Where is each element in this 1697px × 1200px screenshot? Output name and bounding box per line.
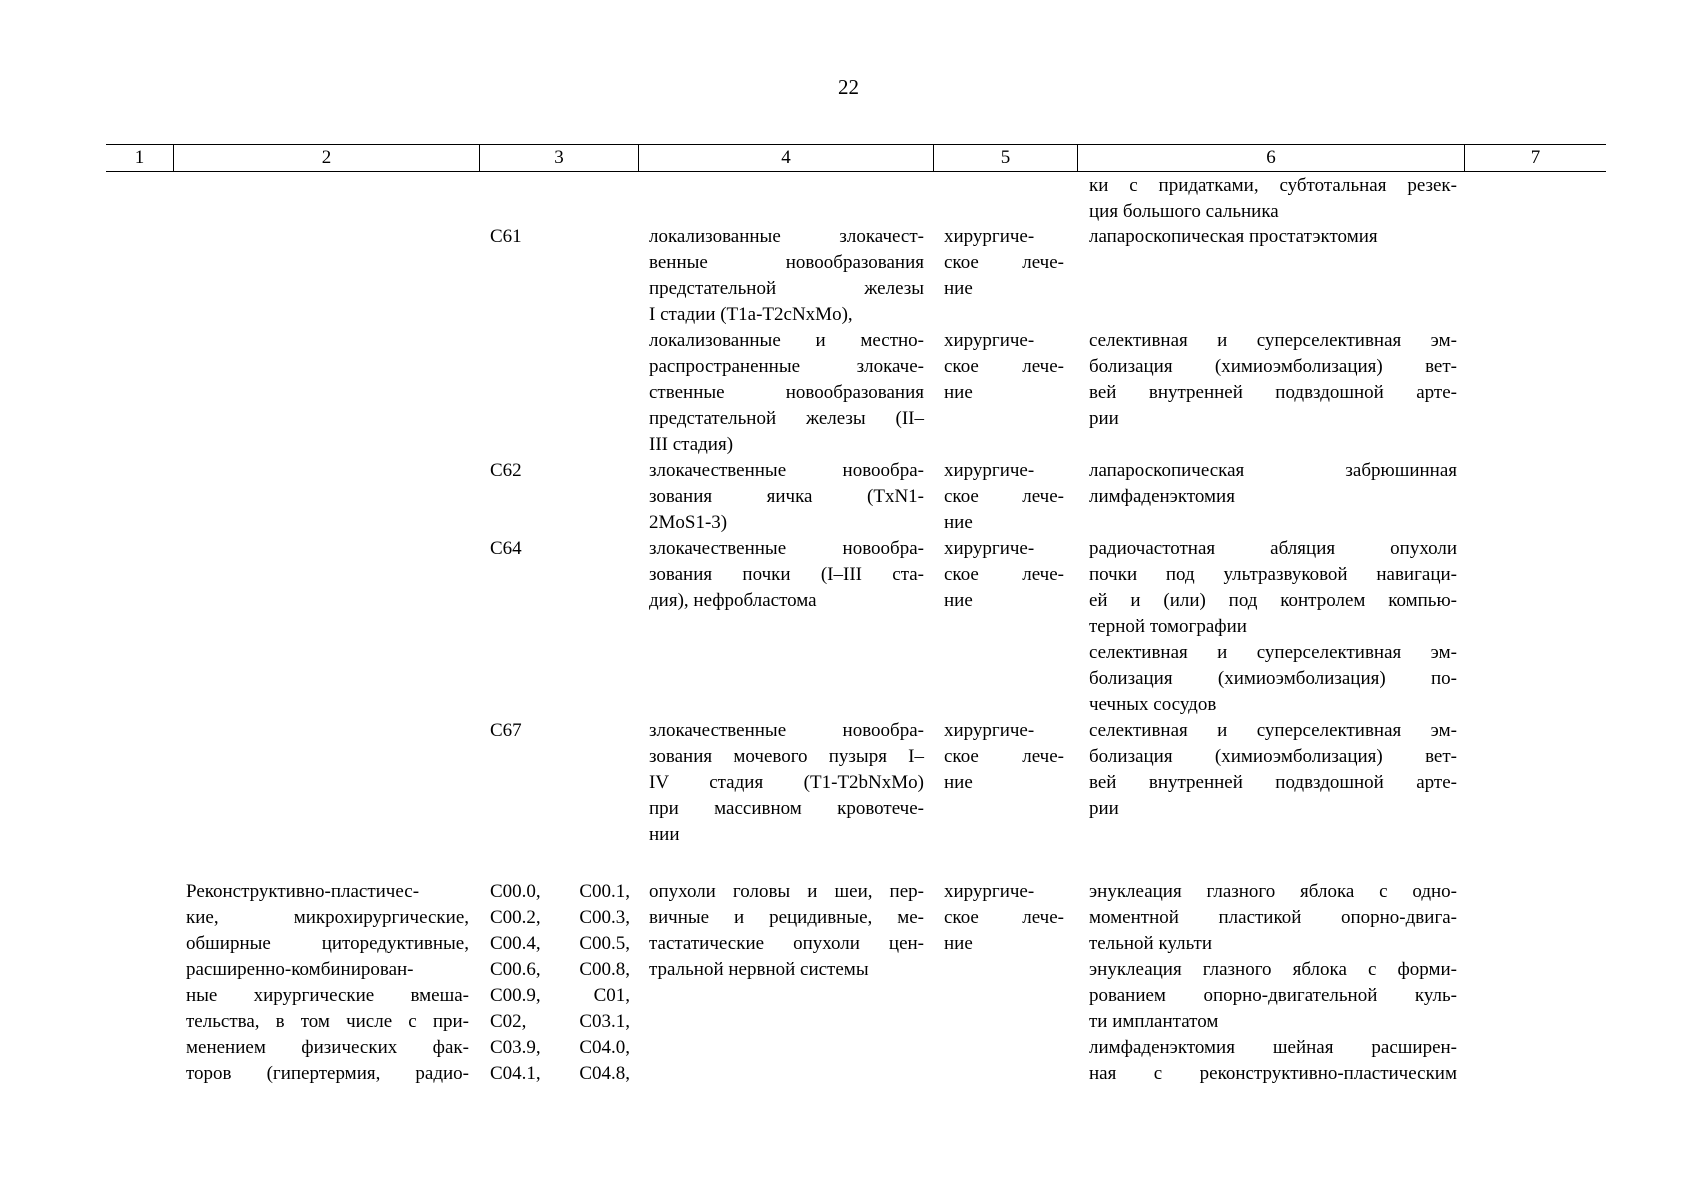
icd-code: C67 [490, 720, 522, 741]
text-line: ние [944, 512, 973, 533]
treatment-method-cell [1089, 879, 1457, 1087]
text-line: при массивном кровотече- [649, 798, 924, 819]
treatment-method-cell [1089, 458, 1457, 510]
text-line: ти имплантатом [1089, 1011, 1219, 1032]
text-line: селективная и суперселективная эм- [1089, 720, 1457, 741]
icd-code: C03.1, [579, 1011, 630, 1032]
text-line: почки под ультразвуковой навигаци- [1089, 564, 1457, 585]
text-line: злокачественные новообра- [649, 538, 924, 559]
treatment-type-cell [944, 328, 1064, 406]
icd-code: C01, [593, 985, 630, 1006]
icd-code-pair [490, 931, 640, 957]
text-line: ское лече- [944, 907, 1064, 928]
treatment-type-cell [944, 458, 1064, 536]
text-line: ское лече- [944, 486, 1064, 507]
text-line: лапароскопическая забрюшинная [1089, 460, 1457, 481]
text-line: тельной культи [1089, 933, 1212, 954]
text-line: ское лече- [944, 356, 1064, 377]
text-line: зования яичка (TxN1- [649, 486, 924, 507]
text-line: вичные и рецидивные, ме- [649, 907, 924, 928]
icd-code-cell [490, 879, 640, 1087]
icd-code: C64 [490, 538, 522, 559]
text-line: хирургиче- [944, 460, 1035, 481]
text-line: моментной пластикой опорно-двига- [1089, 907, 1457, 928]
text-line: IV стадия (T1-T2bNxMo) [649, 772, 924, 793]
icd-code-cell [490, 458, 640, 484]
page-number: 22 [838, 75, 859, 99]
text-line: тастатические опухоли цен- [649, 933, 924, 954]
column-number-3: 3 [554, 147, 564, 168]
treatment-method-cell [1089, 718, 1457, 822]
icd-code-pair [490, 1009, 640, 1035]
icd-code-cell [490, 536, 640, 562]
treatment-method-cell [1089, 328, 1457, 432]
icd-code: C00.0, [490, 881, 541, 902]
text-line: чечных сосудов [1089, 694, 1217, 715]
diagnosis-cell [649, 536, 924, 614]
text-line: ское лече- [944, 564, 1064, 585]
text-line: лимфаденэктомия [1089, 486, 1235, 507]
text-line: локализованные и местно- [649, 330, 924, 351]
text-line: тельства, в том числе с при- [186, 1011, 469, 1032]
text-line: ственные новообразования [649, 382, 924, 403]
column-number-1: 1 [134, 147, 145, 168]
text-line: расширенно-комбинирован- [186, 959, 414, 980]
icd-code: C00.5, [579, 933, 630, 954]
text-line: селективная и суперселективная эм- [1089, 642, 1457, 663]
text-line: болизация (химиоэмболизация) по- [1089, 668, 1457, 689]
treatment-method-cell [1089, 224, 1457, 250]
care-type-cell [186, 879, 469, 1087]
text-line: злокачественные новообра- [649, 460, 924, 481]
text-line: ки с придатками, субтотальная резек- [1089, 175, 1457, 196]
text-line: злокачественные новообра- [649, 720, 924, 741]
icd-code-pair [490, 983, 640, 1009]
text-line: Реконструктивно-пластичес- [186, 881, 420, 902]
text-line: ей и (или) под контролем компью- [1089, 590, 1457, 611]
text-line: ция большого сальника [1089, 201, 1279, 222]
icd-code: C00.8, [579, 959, 630, 980]
treatment-type-cell [944, 879, 1064, 957]
text-line: хирургиче- [944, 330, 1035, 351]
text-line: хирургиче- [944, 538, 1035, 559]
text-line: I стадии (T1a-T2cNxMo), [649, 304, 853, 325]
text-line: энуклеация глазного яблока с одно- [1089, 881, 1457, 902]
icd-code: C00.3, [579, 907, 630, 928]
text-line: 2MoS1-3) [649, 512, 728, 533]
text-line: предстательной железы (II– [649, 408, 924, 429]
icd-code: C00.9, [490, 985, 541, 1006]
text-line: локализованные злокачест- [649, 226, 924, 247]
text-line: ная с реконструктивно-пластическим [1089, 1063, 1457, 1084]
text-line: ние [944, 590, 973, 611]
column-number-7: 7 [1530, 147, 1541, 168]
icd-code: C03.9, [490, 1037, 541, 1058]
text-line: лимфаденэктомия шейная расширен- [1089, 1037, 1457, 1058]
text-line: ние [944, 278, 973, 299]
text-line: торов (гипертермия, радио- [186, 1063, 469, 1084]
icd-code: C00.6, [490, 959, 541, 980]
text-line: селективная и суперселективная эм- [1089, 330, 1457, 351]
text-line: хирургиче- [944, 881, 1035, 902]
text-line: хирургиче- [944, 720, 1035, 741]
icd-code-pair [490, 1035, 640, 1061]
text-line: кие, микрохирургические, [186, 907, 469, 928]
text-line: болизация (химиоэмболизация) вет- [1089, 746, 1457, 767]
diagnosis-cell [649, 879, 924, 983]
text-line: зования почки (I–III ста- [649, 564, 924, 585]
text-line: лапароскопическая простатэктомия [1089, 226, 1378, 247]
icd-code: C04.8, [579, 1063, 630, 1084]
text-line: хирургиче- [944, 226, 1035, 247]
treatment-type-cell [944, 224, 1064, 302]
icd-code-cell [490, 224, 640, 250]
icd-code: C00.2, [490, 907, 541, 928]
text-line: ние [944, 772, 973, 793]
icd-code: C02, [490, 1011, 527, 1032]
treatment-method-cell [1089, 536, 1457, 718]
text-line: болизация (химиоэмболизация) вет- [1089, 356, 1457, 377]
text-line: ское лече- [944, 252, 1064, 273]
text-line: терной томографии [1089, 616, 1247, 637]
diagnosis-cell [649, 458, 924, 536]
text-line: ское лече- [944, 746, 1064, 767]
text-line: нии [649, 824, 680, 845]
text-line: вей внутренней подвздошной арте- [1089, 772, 1457, 793]
icd-code: C61 [490, 226, 522, 247]
column-number-2: 2 [321, 147, 332, 168]
diagnosis-cell [649, 224, 924, 328]
text-line: энуклеация глазного яблока с форми- [1089, 959, 1457, 980]
icd-code: C00.1, [579, 881, 630, 902]
icd-code: C04.0, [579, 1037, 630, 1058]
column-number-5: 5 [1000, 147, 1011, 168]
icd-code-cell [490, 718, 640, 744]
text-line: тральной нервной системы [649, 959, 869, 980]
text-line: предстательной железы [649, 278, 924, 299]
text-line: ние [944, 382, 973, 403]
text-line: рии [1089, 798, 1119, 819]
icd-code-pair [490, 905, 640, 931]
icd-code: C04.1, [490, 1063, 541, 1084]
text-line: ние [944, 933, 973, 954]
icd-code: C62 [490, 460, 522, 481]
text-line: III стадия) [649, 434, 734, 455]
treatment-type-cell [944, 536, 1064, 614]
icd-code-pair [490, 879, 640, 905]
text-line: обширные циторедуктивные, [186, 933, 469, 954]
icd-code-pair [490, 957, 640, 983]
text-line: распространенные злокаче- [649, 356, 924, 377]
text-line: опухоли головы и шеи, пер- [649, 881, 924, 902]
text-line: венные новообразования [649, 252, 924, 273]
icd-code-pair [490, 1061, 640, 1087]
diagnosis-cell [649, 718, 924, 848]
text-line: зования мочевого пузыря I– [649, 746, 924, 767]
icd-code: C00.4, [490, 933, 541, 954]
diagnosis-cell [649, 328, 924, 458]
text-line: дия), нефробластома [649, 590, 817, 611]
text-line: ные хирургические вмеша- [186, 985, 469, 1006]
text-line: рованием опорно-двигательной куль- [1089, 985, 1457, 1006]
treatment-type-cell [944, 718, 1064, 796]
text-line: радиочастотная абляция опухоли [1089, 538, 1457, 559]
column-number-header [106, 144, 1606, 172]
text-line: менением физических фак- [186, 1037, 469, 1058]
column-number-6: 6 [1266, 147, 1276, 168]
text-line: рии [1089, 408, 1119, 429]
column-number-4: 4 [781, 147, 791, 168]
treatment-method-cell [1089, 173, 1457, 225]
text-line: вей внутренней подвздошной арте- [1089, 382, 1457, 403]
